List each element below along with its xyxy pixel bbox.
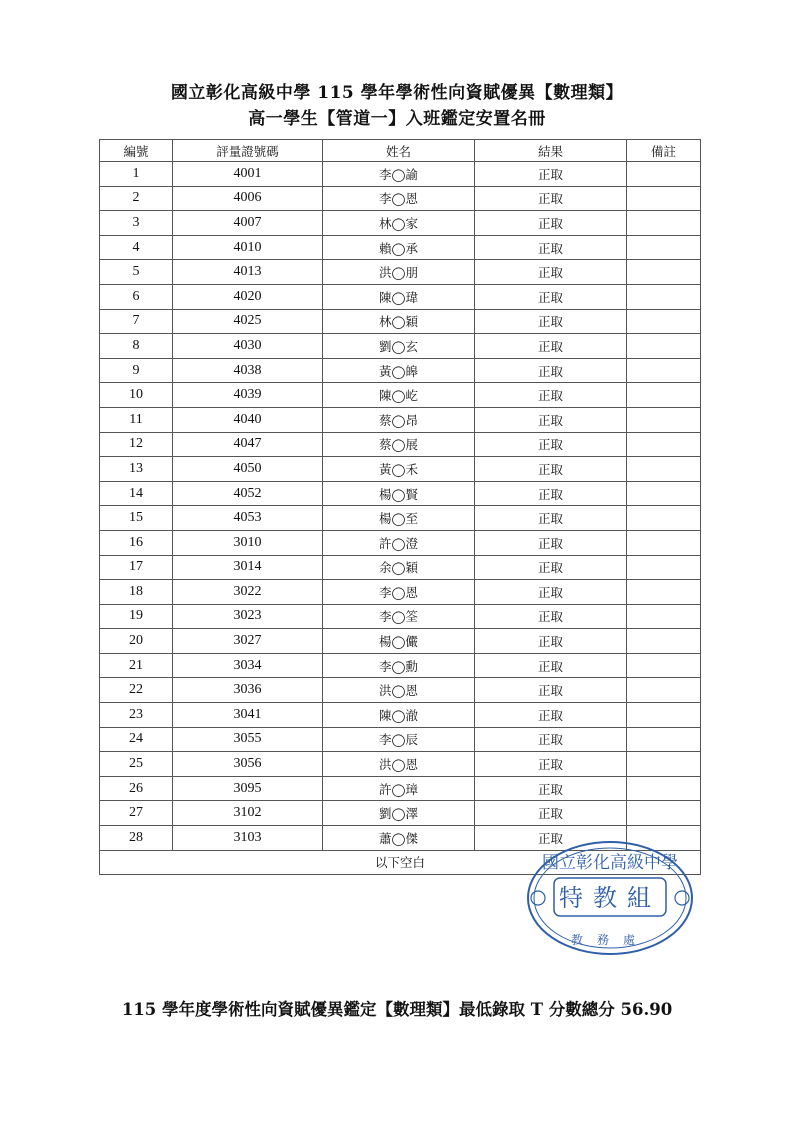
- cell-result: 正取: [475, 334, 627, 359]
- cell-result: 正取: [475, 162, 627, 187]
- cell-remarks: [627, 284, 701, 309]
- cell-student-name: 許◯澄: [323, 530, 475, 555]
- table-row: [100, 481, 701, 506]
- column-header-number: 編號: [100, 140, 173, 162]
- document-title: 國立彰化高級中學 115 學年學術性向資賦優異【數理類】: [170, 83, 624, 103]
- end-marker: 以下空白: [100, 850, 701, 875]
- cell-remarks: [627, 703, 701, 728]
- cell-student-name: 林◯家: [323, 211, 475, 236]
- cell-remarks: [627, 555, 701, 580]
- cell-remarks: [627, 530, 701, 555]
- cell-number: 22: [100, 678, 173, 703]
- cell-number: 1: [100, 162, 173, 187]
- cell-exam-id: 3041: [173, 703, 323, 728]
- cell-number: 10: [100, 383, 173, 408]
- cell-student-name: 黃◯皞: [323, 358, 475, 383]
- cell-number: 13: [100, 457, 173, 482]
- cell-exam-id: 4050: [173, 457, 323, 482]
- table-row: [100, 260, 701, 285]
- cell-remarks: [627, 604, 701, 629]
- cell-result: 正取: [475, 407, 627, 432]
- cell-number: 17: [100, 555, 173, 580]
- cell-student-name: 余◯穎: [323, 555, 475, 580]
- cell-student-name: 劉◯玄: [323, 334, 475, 359]
- cell-remarks: [627, 383, 701, 408]
- cell-remarks: [627, 752, 701, 777]
- cell-result: 正取: [475, 358, 627, 383]
- cell-exam-id: 4040: [173, 407, 323, 432]
- cell-number: 2: [100, 186, 173, 211]
- cell-exam-id: 4052: [173, 481, 323, 506]
- table-header-row: [100, 140, 701, 162]
- cell-exam-id: 4053: [173, 506, 323, 531]
- cell-exam-id: 3010: [173, 530, 323, 555]
- cell-number: 28: [100, 826, 173, 851]
- cell-result: 正取: [475, 801, 627, 826]
- cell-result: 正取: [475, 260, 627, 285]
- cell-exam-id: 4010: [173, 235, 323, 260]
- cell-exam-id: 3022: [173, 580, 323, 605]
- cell-remarks: [627, 162, 701, 187]
- cell-exam-id: 3102: [173, 801, 323, 826]
- cell-number: 5: [100, 260, 173, 285]
- cell-student-name: 楊◯儼: [323, 629, 475, 654]
- cell-result: 正取: [475, 580, 627, 605]
- cell-number: 4: [100, 235, 173, 260]
- cell-number: 25: [100, 752, 173, 777]
- document-subtitle: 高一學生【管道一】入班鑑定安置名冊: [248, 109, 546, 129]
- cell-exam-id: 4020: [173, 284, 323, 309]
- cell-remarks: [627, 629, 701, 654]
- cell-result: 正取: [475, 284, 627, 309]
- cell-exam-id: 4038: [173, 358, 323, 383]
- cell-exam-id: 3014: [173, 555, 323, 580]
- table-row: [100, 162, 701, 187]
- table-row: [100, 752, 701, 777]
- cell-student-name: 洪◯恩: [323, 678, 475, 703]
- seal-center-text: 特教組: [559, 884, 661, 912]
- cell-student-name: 黃◯禾: [323, 457, 475, 482]
- cell-result: 正取: [475, 727, 627, 752]
- cell-result: 正取: [475, 776, 627, 801]
- cell-exam-id: 3036: [173, 678, 323, 703]
- cell-remarks: [627, 407, 701, 432]
- cell-exam-id: 4030: [173, 334, 323, 359]
- cell-student-name: 楊◯賢: [323, 481, 475, 506]
- cell-exam-id: 4007: [173, 211, 323, 236]
- cell-remarks: [627, 186, 701, 211]
- column-header-remarks: 備註: [627, 140, 701, 162]
- table-row: [100, 506, 701, 531]
- cell-exam-id: 3027: [173, 629, 323, 654]
- cell-number: 21: [100, 653, 173, 678]
- cell-exam-id: 4047: [173, 432, 323, 457]
- cell-remarks: [627, 211, 701, 236]
- cell-result: 正取: [475, 555, 627, 580]
- cell-result: 正取: [475, 506, 627, 531]
- table-row: [100, 580, 701, 605]
- cell-result: 正取: [475, 481, 627, 506]
- cell-remarks: [627, 457, 701, 482]
- cell-exam-id: 4013: [173, 260, 323, 285]
- table-row: [100, 432, 701, 457]
- cell-exam-id: 3103: [173, 826, 323, 851]
- cell-result: 正取: [475, 309, 627, 334]
- cell-remarks: [627, 481, 701, 506]
- cell-result: 正取: [475, 678, 627, 703]
- table-row: [100, 530, 701, 555]
- cell-remarks: [627, 235, 701, 260]
- cell-student-name: 蔡◯展: [323, 432, 475, 457]
- cell-number: 9: [100, 358, 173, 383]
- cell-student-name: 陳◯屹: [323, 383, 475, 408]
- cell-remarks: [627, 580, 701, 605]
- table-row: [100, 284, 701, 309]
- seal-bottom-text: 教務處: [570, 933, 650, 947]
- placement-roster-table: [99, 139, 701, 875]
- cell-exam-id: 3023: [173, 604, 323, 629]
- cell-exam-id: 3095: [173, 776, 323, 801]
- table-row: [100, 776, 701, 801]
- cell-student-name: 李◯恩: [323, 580, 475, 605]
- table-row: [100, 703, 701, 728]
- cell-number: 27: [100, 801, 173, 826]
- table-row: [100, 555, 701, 580]
- roster-body: [100, 162, 701, 851]
- cell-exam-id: 4025: [173, 309, 323, 334]
- cell-student-name: 賴◯承: [323, 235, 475, 260]
- cell-remarks: [627, 653, 701, 678]
- cell-remarks: [627, 260, 701, 285]
- table-row: [100, 653, 701, 678]
- cell-number: 19: [100, 604, 173, 629]
- cell-number: 7: [100, 309, 173, 334]
- cell-number: 8: [100, 334, 173, 359]
- cell-student-name: 洪◯朋: [323, 260, 475, 285]
- minimum-score-note: 115 學年度學術性向資賦優異鑑定【數理類】最低錄取 T 分數總分 56.90: [121, 1000, 673, 1019]
- cell-student-name: 陳◯澈: [323, 703, 475, 728]
- cell-student-name: 許◯璋: [323, 776, 475, 801]
- cell-student-name: 陳◯瑋: [323, 284, 475, 309]
- table-row: [100, 211, 701, 236]
- cell-number: 24: [100, 727, 173, 752]
- table-row: [100, 235, 701, 260]
- cell-remarks: [627, 334, 701, 359]
- table-row: [100, 358, 701, 383]
- cell-student-name: 林◯穎: [323, 309, 475, 334]
- cell-number: 18: [100, 580, 173, 605]
- cell-result: 正取: [475, 826, 627, 851]
- table-row: [100, 407, 701, 432]
- cell-result: 正取: [475, 629, 627, 654]
- table-row: [100, 309, 701, 334]
- cell-remarks: [627, 432, 701, 457]
- cell-number: 20: [100, 629, 173, 654]
- cell-student-name: 李◯諭: [323, 162, 475, 187]
- cell-remarks: [627, 727, 701, 752]
- cell-remarks: [627, 801, 701, 826]
- cell-student-name: 蕭◯傑: [323, 826, 475, 851]
- table-row: [100, 629, 701, 654]
- table-row: [100, 678, 701, 703]
- cell-exam-id: 3055: [173, 727, 323, 752]
- cell-result: 正取: [475, 235, 627, 260]
- cell-exam-id: 4006: [173, 186, 323, 211]
- cell-student-name: 洪◯恩: [323, 752, 475, 777]
- table-row: [100, 334, 701, 359]
- cell-number: 14: [100, 481, 173, 506]
- cell-exam-id: 4001: [173, 162, 323, 187]
- cell-remarks: [627, 776, 701, 801]
- column-header-exam-id: 評量證號碼: [173, 140, 323, 162]
- column-header-result: 結果: [475, 140, 627, 162]
- table-row: [100, 383, 701, 408]
- cell-student-name: 李◯筌: [323, 604, 475, 629]
- cell-student-name: 李◯恩: [323, 186, 475, 211]
- cell-student-name: 李◯勳: [323, 653, 475, 678]
- column-header-name: 姓名: [323, 140, 475, 162]
- cell-number: 26: [100, 776, 173, 801]
- cell-result: 正取: [475, 604, 627, 629]
- cell-remarks: [627, 678, 701, 703]
- cell-result: 正取: [475, 383, 627, 408]
- cell-result: 正取: [475, 703, 627, 728]
- cell-result: 正取: [475, 530, 627, 555]
- cell-number: 12: [100, 432, 173, 457]
- table-row: [100, 457, 701, 482]
- cell-remarks: [627, 506, 701, 531]
- cell-remarks: [627, 358, 701, 383]
- cell-student-name: 楊◯至: [323, 506, 475, 531]
- official-seal-stamp: [524, 838, 696, 958]
- cell-number: 11: [100, 407, 173, 432]
- cell-result: 正取: [475, 457, 627, 482]
- table-row: [100, 186, 701, 211]
- cell-result: 正取: [475, 432, 627, 457]
- cell-exam-id: 4039: [173, 383, 323, 408]
- cell-result: 正取: [475, 186, 627, 211]
- cell-remarks: [627, 309, 701, 334]
- cell-student-name: 蔡◯昂: [323, 407, 475, 432]
- cell-number: 23: [100, 703, 173, 728]
- cell-result: 正取: [475, 752, 627, 777]
- cell-result: 正取: [475, 211, 627, 236]
- cell-result: 正取: [475, 653, 627, 678]
- cell-exam-id: 3034: [173, 653, 323, 678]
- table-row: [100, 604, 701, 629]
- cell-number: 16: [100, 530, 173, 555]
- cell-exam-id: 3056: [173, 752, 323, 777]
- cell-number: 15: [100, 506, 173, 531]
- seal-top-text: 國立彰化高級中學: [542, 853, 678, 873]
- cell-student-name: 劉◯澤: [323, 801, 475, 826]
- table-row: [100, 801, 701, 826]
- cell-number: 6: [100, 284, 173, 309]
- table-row: [100, 727, 701, 752]
- cell-student-name: 李◯辰: [323, 727, 475, 752]
- cell-number: 3: [100, 211, 173, 236]
